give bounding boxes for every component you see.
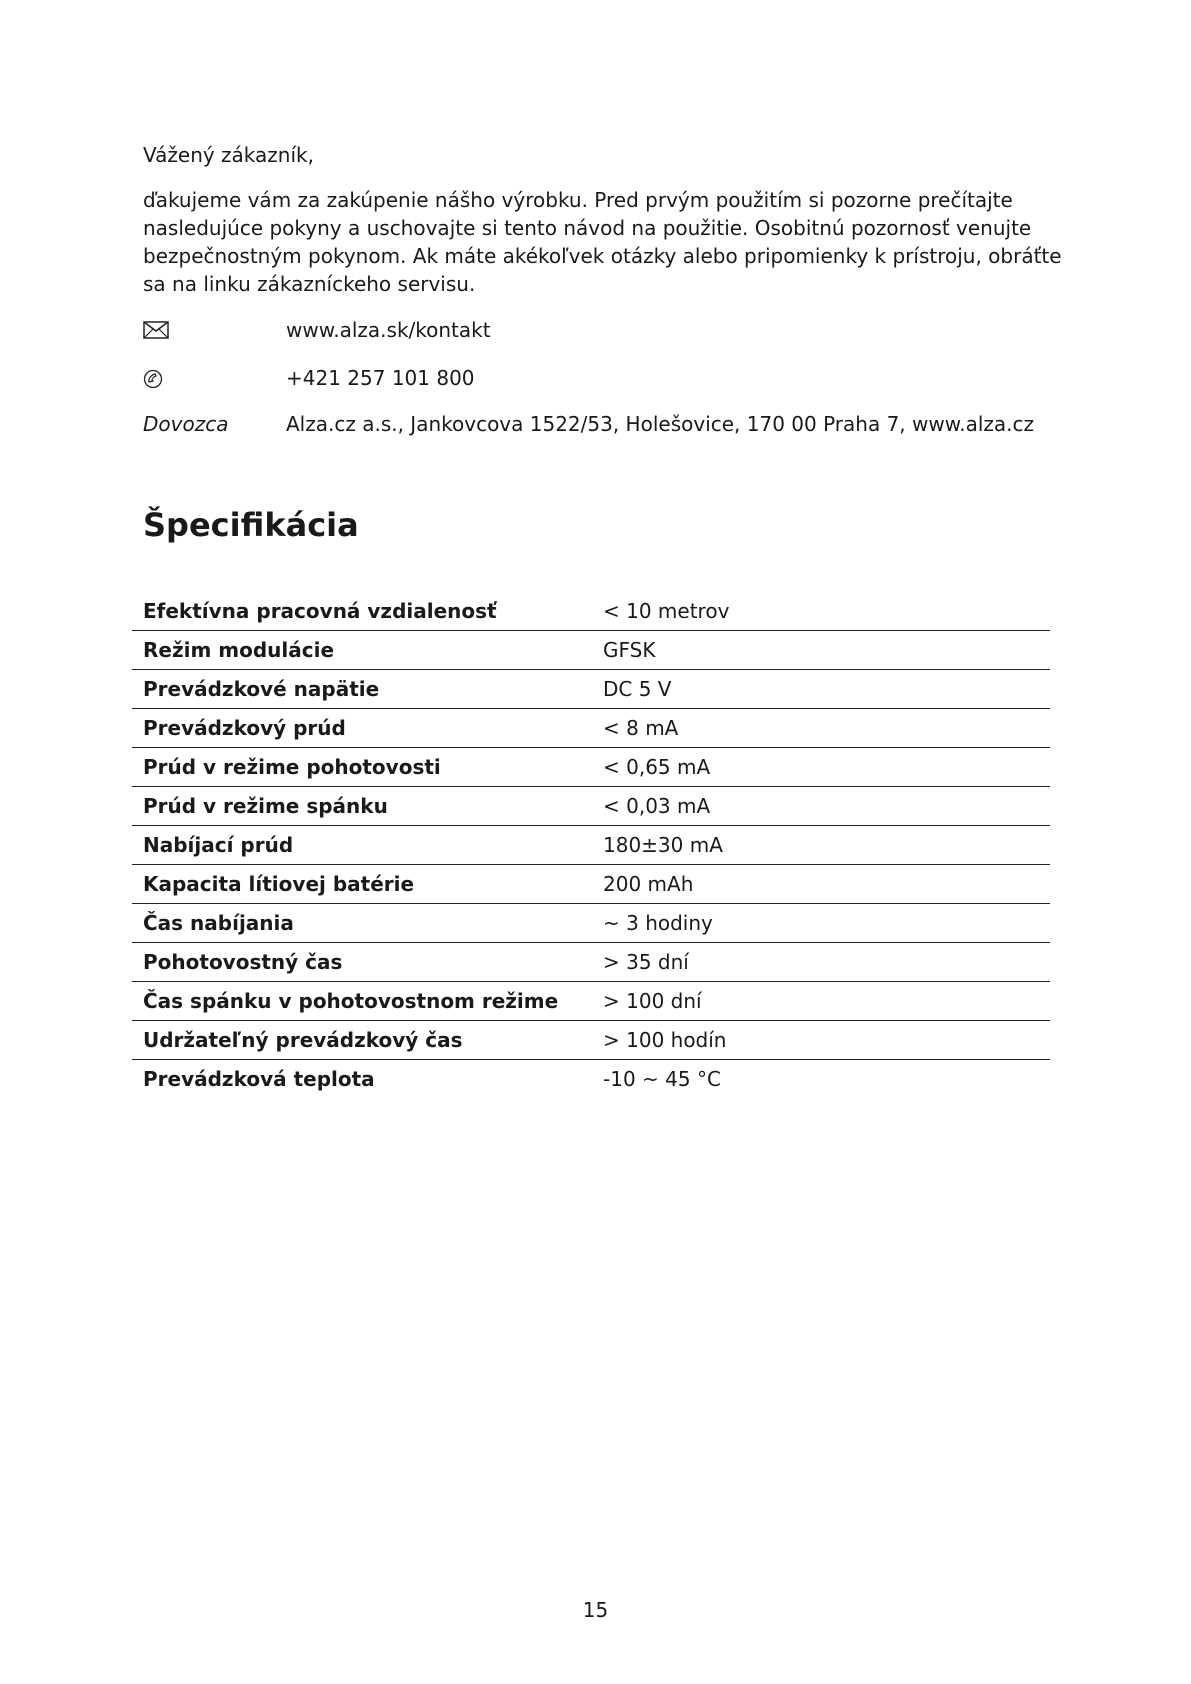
spec-value: -10 ~ 45 °C <box>603 1067 721 1091</box>
spec-label: Čas nabíjania <box>143 911 294 935</box>
table-row <box>132 1060 1050 1099</box>
section-title: Špecifikácia <box>143 506 359 544</box>
envelope-icon <box>143 321 273 339</box>
spec-value: > 100 dní <box>603 989 702 1013</box>
contact-phone-row <box>143 363 1063 393</box>
spec-value: < 8 mA <box>603 716 679 740</box>
importer-row <box>143 409 1063 439</box>
spec-label: Nabíjací prúd <box>143 833 294 857</box>
spec-value: DC 5 V <box>603 677 672 701</box>
table-row <box>132 709 1050 748</box>
table-row <box>132 1021 1050 1060</box>
phone-icon <box>143 369 273 389</box>
spec-value: 200 mAh <box>603 872 694 896</box>
spec-value: ~ 3 hodiny <box>603 911 713 935</box>
contact-phone: +421 257 101 800 <box>286 366 475 390</box>
specification-table <box>132 592 1050 1098</box>
spec-label: Režim modulácie <box>143 638 335 662</box>
contact-web-row <box>143 315 1063 345</box>
spec-label: Prúd v režime spánku <box>143 794 388 818</box>
spec-label: Prevádzková teplota <box>143 1067 375 1091</box>
spec-label: Prevádzkový prúd <box>143 716 346 740</box>
spec-label: Čas spánku v pohotovostnom režime <box>143 989 559 1013</box>
spec-label: Pohotovostný čas <box>143 950 343 974</box>
table-row <box>132 748 1050 787</box>
spec-value: > 100 hodín <box>603 1028 727 1052</box>
intro-paragraph: ďakujeme vám za zakúpenie nášho výrobku. Pred prvým použitím si pozorne prečítajte nasledujúce pokyny a uschovajte si tento návod na použitie. Osobitnú pozornosť venujte bezpečnostným pokynom. Ak máte akékoľvek otázky alebo pripomienky k prístroju, obráťte sa na linku zákazníckeho servisu. <box>143 188 1062 296</box>
spec-label: Kapacita lítiovej batérie <box>143 872 415 896</box>
table-row <box>132 670 1050 709</box>
spec-value: GFSK <box>603 638 656 662</box>
page-number: 15 <box>582 1598 609 1622</box>
table-row <box>132 982 1050 1021</box>
table-row <box>132 904 1050 943</box>
table-row <box>132 787 1050 826</box>
table-row <box>132 826 1050 865</box>
contact-web[interactable]: www.alza.sk/kontakt <box>286 318 491 342</box>
spec-value: < 0,65 mA <box>603 755 711 779</box>
spec-label: Prevádzkové napätie <box>143 677 380 701</box>
spec-label: Prúd v režime pohotovosti <box>143 755 441 779</box>
spec-value: > 35 dní <box>603 950 689 974</box>
table-row <box>132 592 1050 631</box>
greeting: Vážený zákazník, <box>143 143 314 167</box>
table-row <box>132 865 1050 904</box>
spec-label: Udržateľný prevádzkový čas <box>143 1028 463 1052</box>
table-row <box>132 943 1050 982</box>
spec-label: Efektívna pracovná vzdialenosť <box>143 599 497 623</box>
importer-address: Alza.cz a.s., Jankovcova 1522/53, Holešovice, 170 00 Praha 7, www.alza.cz <box>286 412 1035 436</box>
spec-value: < 10 metrov <box>603 599 730 623</box>
spec-value: < 0,03 mA <box>603 794 711 818</box>
spec-value: 180±30 mA <box>603 833 723 857</box>
table-row <box>132 631 1050 670</box>
importer-label: Dovozca <box>143 412 229 436</box>
